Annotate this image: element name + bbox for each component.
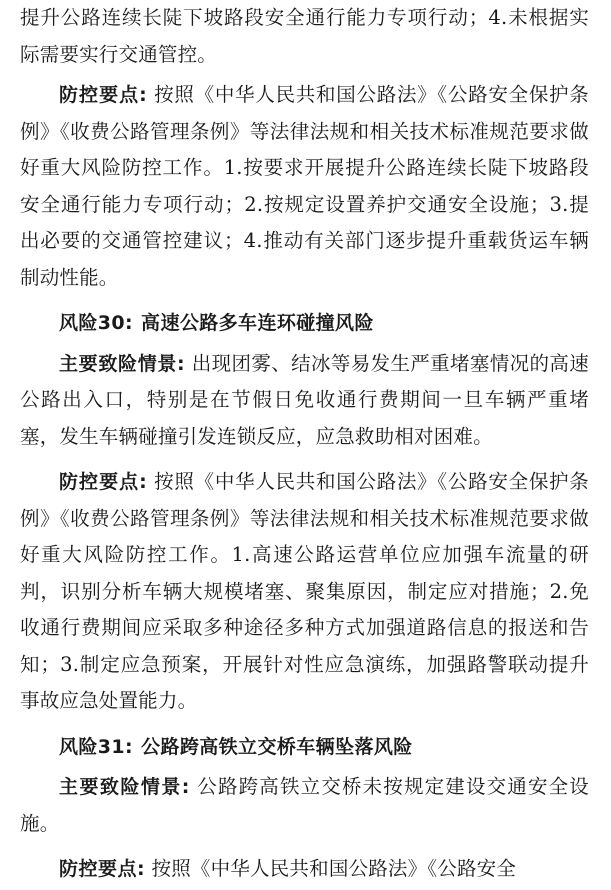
prevention-paragraph-30: [20, 464, 589, 720]
scene-body-text: 出现团雾、结冰等易发生严重堵塞情况的高速公路出入口，特别是在节假日免收通行费期间一旦车辆严重堵塞，发生车辆碰撞引发连锁反应，应急救助相对困难。: [20, 351, 589, 448]
scene-lead-label: 主要致险情景:: [59, 776, 190, 798]
risk-number-label: 风险30:: [59, 312, 134, 334]
prevention-lead-label: 防控要点:: [59, 471, 148, 493]
scene-paragraph-30: [20, 346, 589, 456]
risk-title-text: 高速公路多车连环碰撞风险: [141, 312, 374, 334]
scene-lead-label: 主要致险情景:: [59, 352, 186, 375]
continued-paragraph: 提升公路连续长陡下坡路段安全通行能力专项行动；4.未根据实际需要实行交通管控。: [20, 6, 589, 66]
scene-paragraph-31: [20, 769, 589, 842]
paragraph-spacer: [20, 842, 589, 851]
prevention-lead-label: 防控要点:: [59, 858, 146, 880]
prevention-body-text: 按照《中华人民共和国公路法》《公路安全保护条例》《收费公路管理条例》等法律法规和相关技术标准规范要求做好重大风险防控工作。1.高速公路运营单位应加强车流量的研判，识别分析车辆大规模堵塞、聚集原因，制定应对措施；2.免收通行费期间应采取多种途径多种方式加强道路信息的报送和告知；3.制定应急预案，开展针对性应急演练，加强路警联动提升事故应急处置能力。: [20, 470, 589, 712]
risk-number-label: 风险31:: [59, 735, 134, 758]
section-spacer: [20, 720, 589, 729]
prevention-body-text: 按照《中华人民共和国公路法》《公路安全: [151, 857, 517, 880]
risk-title-text: 公路跨高铁立交桥车辆坠落风险: [141, 735, 413, 758]
prevention-paragraph-31: [20, 851, 589, 880]
scene-body-text: 公路跨高铁立交桥未按规定建设交通安全设施。: [20, 775, 589, 835]
prevention-paragraph-29: [20, 77, 589, 296]
prevention-lead-label: 防控要点:: [59, 84, 148, 106]
risk-heading-31: [20, 729, 589, 766]
paragraph-spacer: [20, 455, 589, 464]
prevention-body-text: 按照《中华人民共和国公路法》《公路安全保护条例》《收费公路管理条例》等法律法规和相关技术标准规范要求做好重大风险防控工作。1.按要求开展提升公路连续长陡下坡路段安全通行能力专项行动；2.按规定设置养护交通安全设施；3.提出必要的交通管控建议；4.推动有关部门逐步提升重载货运车辆制动性能。: [20, 83, 589, 289]
section-spacer: [20, 296, 589, 305]
risk-heading-30: [20, 305, 589, 342]
